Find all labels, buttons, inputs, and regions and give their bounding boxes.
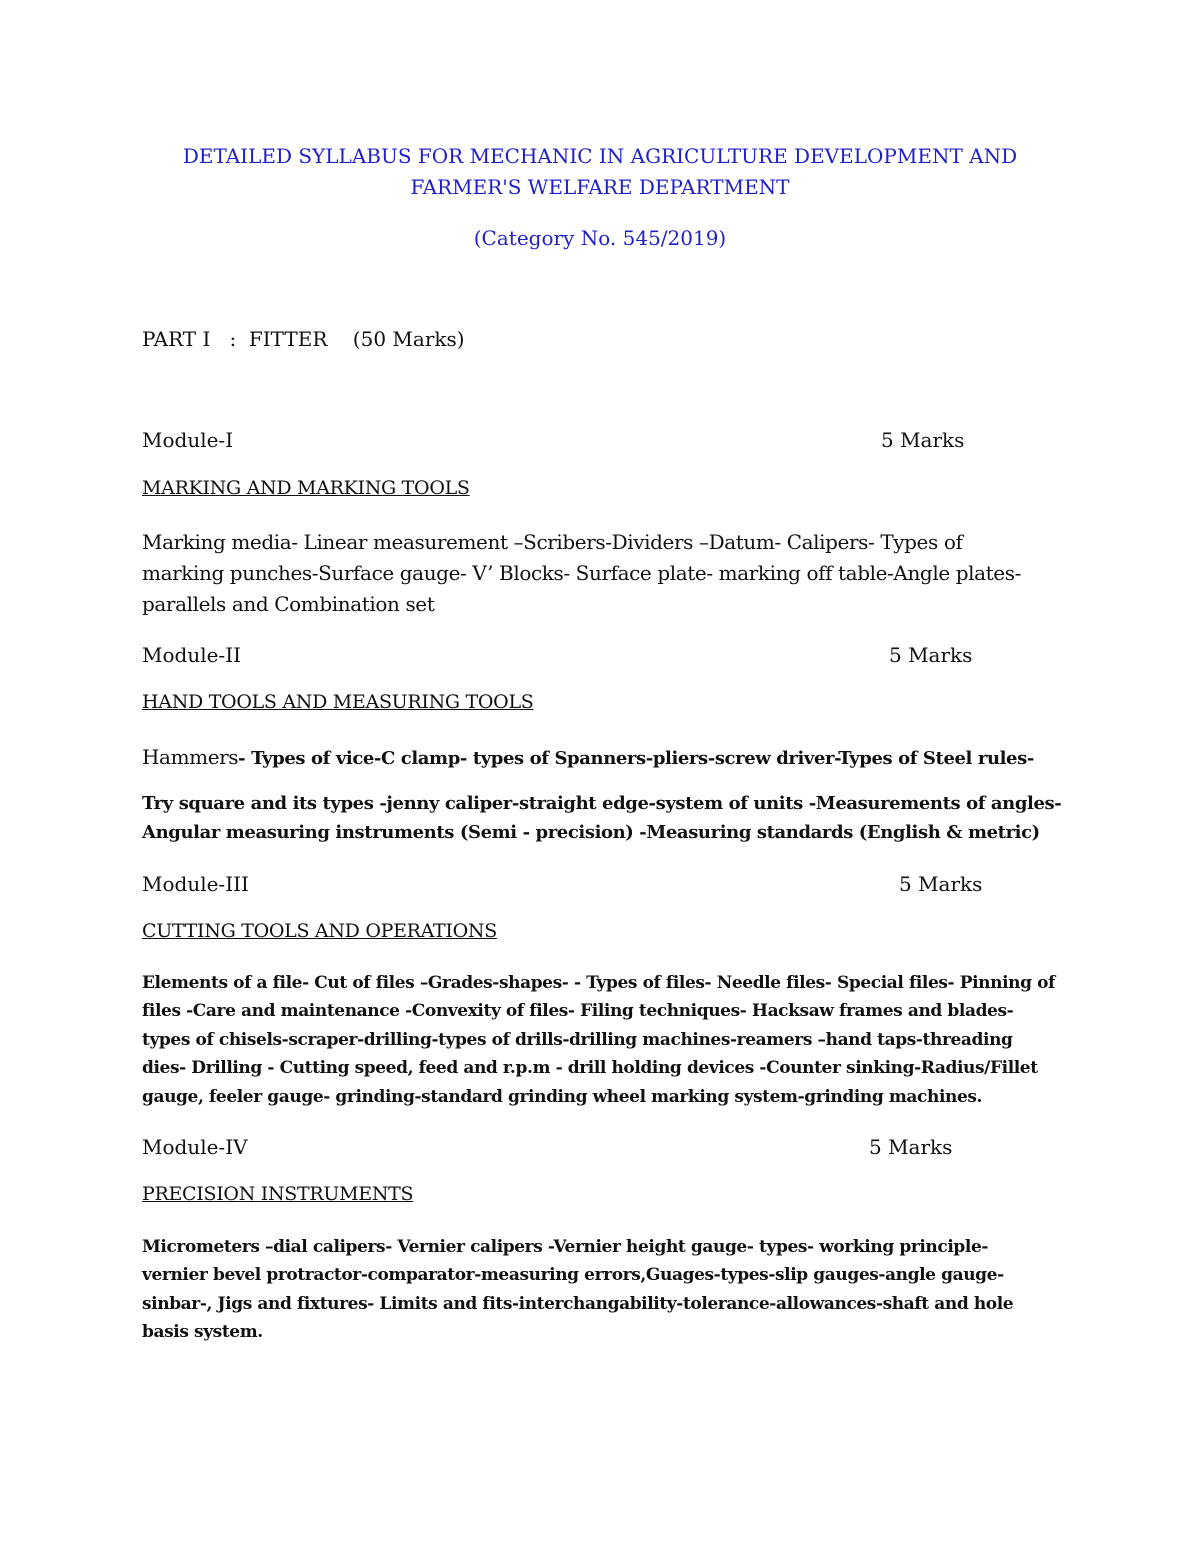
module-2-marks: 5 Marks [889, 643, 973, 667]
module-4-line-4: basis system. [142, 1322, 263, 1342]
module-2-line-1 [142, 743, 1034, 773]
module-1-line-3: parallels and Combination set [142, 592, 435, 616]
module-4-line-1: Micrometers –dial calipers- Vernier calipers -Vernier height gauge- types- working principle- [142, 1237, 989, 1257]
module-2-first-word: Hammers [142, 745, 239, 769]
module-2-line-3: Angular measuring instruments (Semi - precision) -Measuring standards (English & metric) [142, 822, 1040, 843]
category-number: (Category No. 545/2019) [473, 226, 727, 250]
module-2-name: Module-II [142, 643, 241, 667]
document-title-line-1: DETAILED SYLLABUS FOR MECHANIC IN AGRICULTURE DEVELOPMENT AND [182, 144, 1018, 168]
module-3-heading: CUTTING TOOLS AND OPERATIONS [142, 920, 497, 942]
module-1-heading: MARKING AND MARKING TOOLS [142, 477, 470, 499]
module-3-line-3: types of chisels-scraper-drilling-types of drills-drilling machines-reamers –hand taps-threading [142, 1030, 1013, 1050]
module-3-name: Module-III [142, 872, 249, 896]
module-3-marks: 5 Marks [899, 872, 983, 896]
module-4-marks: 5 Marks [869, 1135, 953, 1159]
module-1-line-1: Marking media- Linear measurement –Scribers-Dividers –Datum- Calipers- Types of [142, 530, 963, 554]
document-title-line-2: FARMER'S WELFARE DEPARTMENT [410, 175, 790, 199]
module-3-line-5: gauge, feeler gauge- grinding-standard grinding wheel marking system-grinding machines. [142, 1087, 983, 1107]
module-2-heading: HAND TOOLS AND MEASURING TOOLS [142, 691, 534, 713]
module-1-line-2: marking punches-Surface gauge- V’ Blocks- Surface plate- marking off table-Angle plates- [142, 561, 1021, 585]
module-3-line-2: files -Care and maintenance -Convexity of files- Filing techniques- Hacksaw frames and blades- [142, 1001, 1014, 1021]
module-4-line-3: sinbar-, Jigs and fixtures- Limits and fits-interchangability-tolerance-allowances-shaft and hole [142, 1294, 1014, 1314]
module-2-line-2: Try square and its types -jenny caliper-straight edge-system of units -Measurements of angles- [142, 793, 1062, 814]
part-heading: PART I : FITTER (50 Marks) [142, 327, 465, 351]
module-3-line-4: dies- Drilling - Cutting speed, feed and r.p.m - drill holding devices -Counter sinking-Radius/Fillet [142, 1058, 1038, 1078]
module-3-line-1: Elements of a file- Cut of files –Grades-shapes- - Types of files- Needle files- Special files- Pinning of [142, 973, 1055, 993]
module-1-marks: 5 Marks [881, 428, 965, 452]
module-2-first-rest: - Types of vice-C clamp- types of Spanners-pliers-screw driver-Types of Steel rules- [238, 748, 1034, 769]
module-4-name: Module-IV [142, 1135, 248, 1159]
module-1-name: Module-I [142, 428, 234, 452]
module-4-line-2: vernier bevel protractor-comparator-measuring errors,Guages-types-slip gauges-angle gauge- [142, 1265, 1004, 1285]
module-4-heading: PRECISION INSTRUMENTS [142, 1183, 414, 1205]
